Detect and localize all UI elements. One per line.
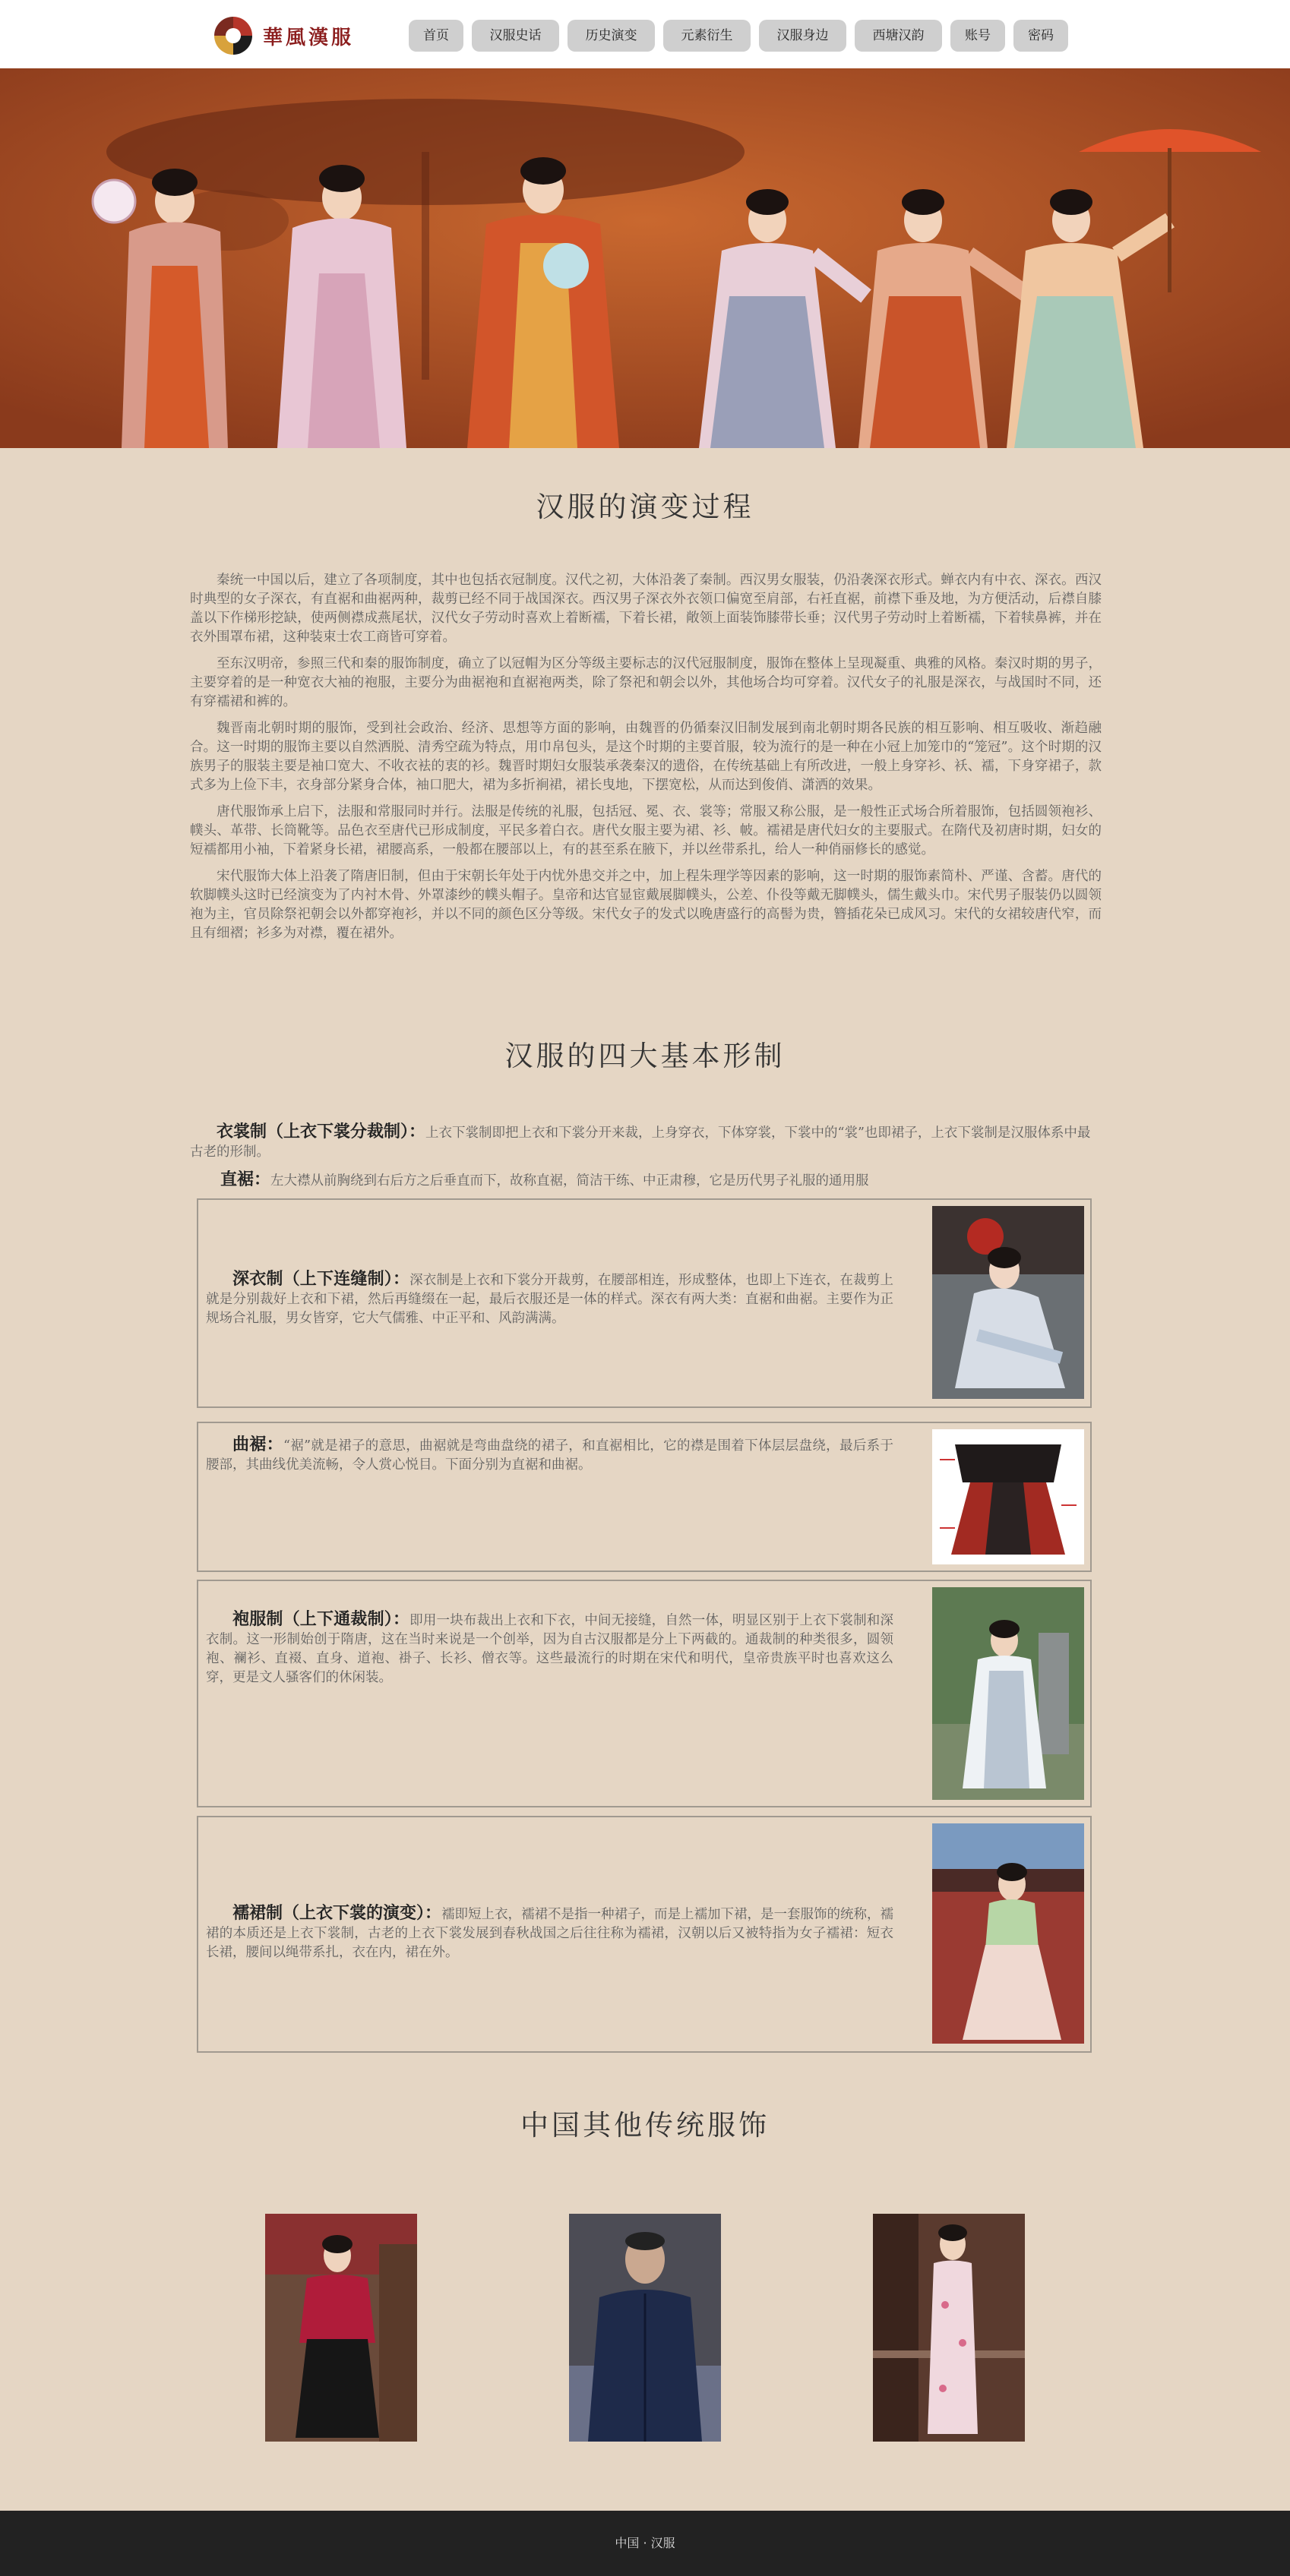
footer-text: 中国 · 汉服 [615, 2536, 675, 2550]
main-nav [409, 20, 1068, 52]
qipao-photo [873, 2214, 1025, 2442]
card-text [206, 1270, 893, 1328]
card-head: 曲裾： [232, 1435, 284, 1454]
form-card-paofu [197, 1580, 1092, 1807]
site-header [0, 0, 1290, 68]
form-yichang-text: 上衣下裳制即把上衣和下裳分开来裁，上身穿衣，下体穿裳，下裳中的“裳”也即裙子，上衣下裳制是汉服体系中最古老的形制。 [190, 1125, 1091, 1160]
form-card-shenyi [197, 1198, 1092, 1408]
nav-home[interactable]: 首页 [409, 20, 463, 52]
nav-account[interactable]: 账号 [950, 20, 1005, 52]
form-zhiju [220, 1170, 1102, 1191]
nav-history-talk[interactable]: 汉服史话 [472, 20, 559, 52]
card-text [206, 1610, 893, 1687]
form-zhiju-text: 左大襟从前胸绕到右后方之后垂直而下，故称直裾，简洁干练、中正肃穆，它是历代男子礼服的通用服 [270, 1173, 869, 1189]
forms-title: 汉服的四大基本形制 [504, 1040, 786, 1072]
logo-text: 華風漢服 [263, 26, 355, 49]
evolution-paragraph: 至东汉明帝，参照三代和秦的服饰制度，确立了以冠帽为区分等级主要标志的汉代冠服制度，服饰在整体上呈现凝重、典雅的风格。秦汉时期的男子，主要穿着的是一种宽衣大袖的袍服，主要分为曲裾袍和直裾袍两类，除了祭祀和朝会以外，其他场合均可穿着。汉代女子的礼服是深衣，与战国时不同，还有穿襦裙和裤的。 [190, 656, 1102, 709]
evolution-paragraph: 魏晋南北朝时期的服饰，受到社会政治、经济、思想等方面的影响，由魏晋的仍循秦汉旧制发展到南北朝时期各民族的相互影响、相互吸收、渐趋融合。这一时期的服饰主要以自然洒脱、清秀空疏为特点，用巾帛包头，是这个时期的主要首服，较为流行的是一种在小冠上加笼巾的“笼冠”。这个时期的汉族男子的服装主要是袖口宽大、不收衣袪的衷的衫。魏晋时期妇女服装承袭秦汉的遗俗，在传统基础上有所改进，一般上身穿衫、袄、襦，下身穿裙子，款式多为上俭下丰，衣身部分紧身合体，袖口肥大，裙为多折裥裙，裙长曳地，下摆宽松，从而达到俊俏、潇洒的效果。 [190, 721, 1102, 793]
card-text [206, 1904, 893, 1962]
quju-diagram-photo [932, 1429, 1084, 1564]
card-text [206, 1435, 893, 1475]
ruqun-photo [932, 1823, 1084, 2044]
evolution-text [190, 571, 1102, 951]
nav-xitang[interactable]: 西塘汉韵 [855, 20, 942, 52]
tangzhuang-photo [265, 2214, 417, 2442]
form-card-ruqun [197, 1816, 1092, 2053]
evolution-paragraph: 秦统一中国以后，建立了各项制度，其中也包括衣冠制度。汉代之初，大体沿袭了秦制。西汉男女服装，仍沿袭深衣形式。蝉衣内有中衣、深衣。西汉时典型的女子深衣，有直裾和曲裾两种，裁剪已经不同于战国深衣。西汉男子深衣外衣领口偏宽至肩部，右衽直裾，前襟下垂及地，为方便活动，后襟自膝盖以下作梯形挖缺，使两侧襟成燕尾状，汉代女子劳动时喜欢上着断襦，下着长裙，敞领上面装饰膝带长垂；汉代男子劳动时上着断襦，下着犊鼻裤，并在衣外围罩布裙，这种装束士农工商皆可穿着。 [190, 573, 1102, 645]
logo-emblem-icon [214, 17, 252, 55]
others-title: 中国其他传统服饰 [520, 2109, 770, 2142]
card-body: 襦即短上衣，襦裙不是指一种裙子，而是上襦加下裙，是一套服饰的统称，襦裙的本质还是上衣下裳制，古老的上衣下裳发展到春秋战国之后往往称为襦裙，汉朝以后又被特指为女子襦裙：短衣长裙，腰间以绳带系扎，衣在内，裙在外。 [206, 1907, 894, 1960]
card-body: 即用一块布裁出上衣和下衣，中间无接缝，自然一体，明显区别于上衣下裳制和深衣制。这一形制始创于隋唐，这在当时来说是一个创举，因为自古汉服都是分上下两截的。通裁制的种类很多，圆领袍、襕衫、直裰、直身、道袍、褂子、长衫、僧衣等。这些最流行的时期在宋代和明代，皇帝贵族平时也喜欢这么穿，更是文人骚客们的休闲装。 [206, 1613, 893, 1685]
evolution-paragraph: 宋代服饰大体上沿袭了隋唐旧制，但由于宋朝长年处于内忧外患交并之中，加上程朱理学等因素的影响，这一时期的服饰素简朴、严谨、含蓄。唐代的软脚幞头这时已经演变为了内衬木骨、外罩漆纱的幞头帽子。皇帝和达官显宦戴展脚幞头，公差、仆役等戴无脚幞头，儒生戴头巾。宋代男子服装仍以圆领袍为主，官员除祭祀朝会以外都穿袍衫，并以不同的颜色区分等级。宋代女子的发式以晚唐盛行的高髻为贵，簪插花朵已成风习。宋代的女裙较唐代窄，而且有细褶；衫多为对襟，覆在裙外。 [190, 869, 1102, 941]
card-head: 深衣制（上下连缝制）： [232, 1269, 410, 1289]
form-yichang [190, 1122, 1102, 1162]
card-body: “裾”就是裙子的意思，曲裾就是弯曲盘绕的裙子，和直裾相比，它的襟是围着下体层层盘绕，最后系于腰部，其曲线优美流畅，令人赏心悦目。下面分别为直裾和曲裾。 [206, 1438, 893, 1473]
card-body: 深衣制是上衣和下裳分开裁剪，在腰部相连，形成整体，也即上下连衣，在裁剪上就是分别裁好上衣和下裙，然后再缝缀在一起，最后衣服还是一体的样式。深衣有两大类：直裾和曲裾。主要作为正规场合礼服，男女皆穿，它大气儒雅、中正平和、风韵满满。 [206, 1273, 893, 1326]
shenyi-photo [932, 1206, 1084, 1399]
site-logo[interactable] [214, 17, 354, 55]
form-zhiju-head: 直裾： [220, 1170, 271, 1189]
nav-evolution[interactable]: 历史演变 [568, 20, 655, 52]
evolution-paragraph: 唐代服饰承上启下，法服和常服同时并行。法服是传统的礼服，包括冠、冕、衣、裳等；常服又称公服，是一般性正式场合所着服饰，包括圆领袍衫、幞头、革带、长筒靴等。品色衣至唐代已形成制度，平民多着白衣。唐代女服主要为裙、衫、帔。襦裙是唐代妇女的主要服式。在隋代及初唐时期，妇女的短襦都用小袖，下着紧身长裙，裙腰高系，一般都在腰部以上，有的甚至系在腋下，并以丝带系扎，给人一种俏丽修长的感觉。 [190, 804, 1102, 857]
site-footer [0, 2511, 1290, 2576]
evolution-title: 汉服的演变过程 [536, 491, 754, 523]
hero-banner-photo [0, 68, 1290, 448]
form-yichang-head: 衣裳制（上衣下裳分裁制）： [217, 1122, 426, 1141]
card-head: 襦裙制（上衣下裳的演变）： [232, 1903, 442, 1923]
hero-illustration [0, 68, 1290, 448]
paofu-photo [932, 1587, 1084, 1800]
zhongshan-suit-photo [569, 2214, 721, 2442]
nav-password[interactable]: 密码 [1013, 20, 1068, 52]
nav-elements[interactable]: 元素衍生 [663, 20, 751, 52]
form-card-quju [197, 1422, 1092, 1572]
nav-around[interactable]: 汉服身边 [759, 20, 846, 52]
card-head: 袍服制（上下通裁制）： [232, 1609, 410, 1629]
